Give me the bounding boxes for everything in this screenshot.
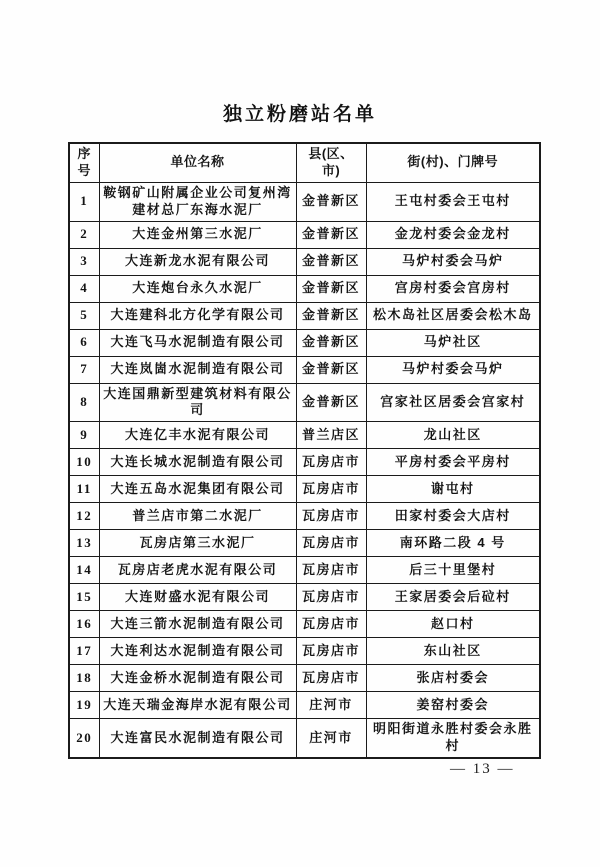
cell-address: 田家村委会大店村 [366, 503, 540, 530]
table-row [69, 449, 540, 476]
table-row [69, 638, 540, 665]
cell-row-number: 18 [69, 665, 99, 692]
cell-address: 宫房村委会宫房村 [366, 275, 540, 302]
cell-unit-name: 鞍钢矿山附属企业公司复州湾建材总厂东海水泥厂 [99, 182, 296, 221]
cell-unit-name: 大连建科北方化学有限公司 [99, 302, 296, 329]
cell-address: 马炉社区 [366, 329, 540, 356]
cell-row-number: 11 [69, 476, 99, 503]
cell-row-number: 7 [69, 356, 99, 383]
cell-unit-name: 大连长城水泥制造有限公司 [99, 449, 296, 476]
cell-county: 瓦房店市 [296, 611, 366, 638]
cell-county: 金普新区 [296, 383, 366, 422]
cell-county: 瓦房店市 [296, 476, 366, 503]
table-row [69, 329, 540, 356]
cell-unit-name: 普兰店市第二水泥厂 [99, 503, 296, 530]
cell-county: 瓦房店市 [296, 638, 366, 665]
cell-unit-name: 大连五岛水泥集团有限公司 [99, 476, 296, 503]
cell-unit-name: 大连金州第三水泥厂 [99, 221, 296, 248]
cell-unit-name: 大连金桥水泥制造有限公司 [99, 665, 296, 692]
cell-address: 马炉村委会马炉 [366, 356, 540, 383]
cell-row-number: 15 [69, 584, 99, 611]
cell-address: 姜窑村委会 [366, 692, 540, 719]
cell-county: 瓦房店市 [296, 503, 366, 530]
header-cell-address: 街(村)、门牌号 [366, 143, 540, 182]
cell-county: 瓦房店市 [296, 557, 366, 584]
cell-county: 瓦房店市 [296, 584, 366, 611]
cell-county: 金普新区 [296, 248, 366, 275]
cell-county: 庄河市 [296, 719, 366, 758]
cell-address: 王家居委会后砬村 [366, 584, 540, 611]
cell-row-number: 12 [69, 503, 99, 530]
table-header-row [69, 143, 540, 182]
cell-county: 金普新区 [296, 302, 366, 329]
table-row [69, 422, 540, 449]
cell-address: 龙山社区 [366, 422, 540, 449]
cell-address: 东山社区 [366, 638, 540, 665]
cell-address: 王屯村委会王屯村 [366, 182, 540, 221]
cell-county: 瓦房店市 [296, 530, 366, 557]
cell-row-number: 3 [69, 248, 99, 275]
cell-row-number: 5 [69, 302, 99, 329]
cell-county: 金普新区 [296, 329, 366, 356]
cell-county: 瓦房店市 [296, 665, 366, 692]
cell-county: 庄河市 [296, 692, 366, 719]
cell-address: 松木岛社区居委会松木岛 [366, 302, 540, 329]
cell-address: 宫家社区居委会宫家村 [366, 383, 540, 422]
cell-county: 金普新区 [296, 275, 366, 302]
table-row [69, 221, 540, 248]
cell-address: 明阳街道永胜村委会永胜村 [366, 719, 540, 758]
table-row [69, 182, 540, 221]
cell-row-number: 9 [69, 422, 99, 449]
cell-unit-name: 大连三箭水泥制造有限公司 [99, 611, 296, 638]
table-row [69, 383, 540, 422]
table-row [69, 476, 540, 503]
cell-unit-name: 大连财盛水泥有限公司 [99, 584, 296, 611]
cell-row-number: 10 [69, 449, 99, 476]
grinding-station-table [68, 142, 541, 759]
cell-county: 金普新区 [296, 221, 366, 248]
table-row [69, 584, 540, 611]
cell-unit-name: 大连富民水泥制造有限公司 [99, 719, 296, 758]
cell-unit-name: 瓦房店老虎水泥有限公司 [99, 557, 296, 584]
table-row [69, 665, 540, 692]
cell-unit-name: 大连亿丰水泥有限公司 [99, 422, 296, 449]
cell-unit-name: 大连利达水泥制造有限公司 [99, 638, 296, 665]
cell-row-number: 1 [69, 182, 99, 221]
table-row [69, 356, 540, 383]
table-row [69, 692, 540, 719]
cell-address: 赵口村 [366, 611, 540, 638]
table-row [69, 275, 540, 302]
table-row [69, 248, 540, 275]
cell-unit-name: 大连天瑞金海岸水泥有限公司 [99, 692, 296, 719]
cell-unit-name: 大连炮台永久水泥厂 [99, 275, 296, 302]
cell-row-number: 19 [69, 692, 99, 719]
cell-unit-name: 大连新龙水泥有限公司 [99, 248, 296, 275]
cell-address: 张店村委会 [366, 665, 540, 692]
cell-address: 平房村委会平房村 [366, 449, 540, 476]
cell-unit-name: 大连岚崮水泥制造有限公司 [99, 356, 296, 383]
table-row [69, 302, 540, 329]
page-number: — 13 — [450, 761, 515, 777]
cell-address: 后三十里堡村 [366, 557, 540, 584]
cell-row-number: 14 [69, 557, 99, 584]
table-row [69, 557, 540, 584]
cell-county: 瓦房店市 [296, 449, 366, 476]
page-title: 独立粉磨站名单 [222, 104, 377, 125]
cell-address: 谢屯村 [366, 476, 540, 503]
cell-row-number: 6 [69, 329, 99, 356]
cell-unit-name: 大连国鼎新型建筑材料有限公司 [99, 383, 296, 422]
header-cell-name: 单位名称 [99, 143, 296, 182]
cell-unit-name: 瓦房店第三水泥厂 [99, 530, 296, 557]
cell-row-number: 16 [69, 611, 99, 638]
cell-row-number: 20 [69, 719, 99, 758]
table-row [69, 611, 540, 638]
cell-county: 普兰店区 [296, 422, 366, 449]
table-row [69, 719, 540, 758]
cell-row-number: 2 [69, 221, 99, 248]
header-cell-county: 县(区、市) [296, 143, 366, 182]
cell-unit-name: 大连飞马水泥制造有限公司 [99, 329, 296, 356]
cell-row-number: 13 [69, 530, 99, 557]
cell-address: 金龙村委会金龙村 [366, 221, 540, 248]
header-cell-index: 序号 [69, 143, 99, 182]
cell-address: 马炉村委会马炉 [366, 248, 540, 275]
cell-county: 金普新区 [296, 182, 366, 221]
cell-row-number: 4 [69, 275, 99, 302]
cell-county: 金普新区 [296, 356, 366, 383]
table-row [69, 530, 540, 557]
cell-row-number: 8 [69, 383, 99, 422]
table-body [69, 182, 540, 758]
cell-address: 南环路二段 4 号 [366, 530, 540, 557]
table-row [69, 503, 540, 530]
cell-row-number: 17 [69, 638, 99, 665]
